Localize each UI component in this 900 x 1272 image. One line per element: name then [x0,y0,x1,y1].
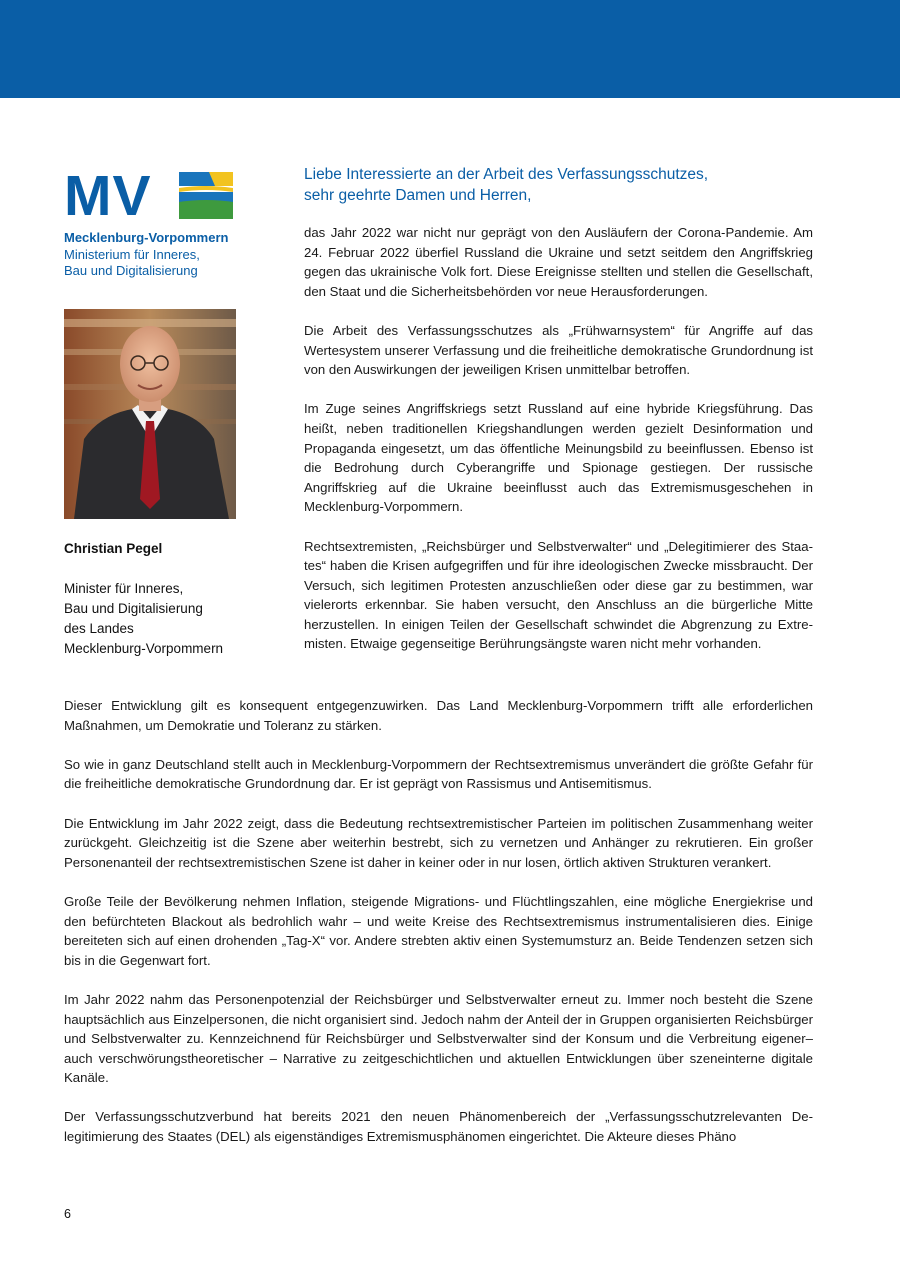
caption-line: Mecklenburg-Vorpommern [64,641,224,656]
paragraph: Große Teile der Bevölkerung nehmen Inflation, steigende Migrations- und Flüchtlingszahlen, eine mögliche Energiekrise und den befürchteten Blackout als bedrohlich wahr – und weite Kreise des Rechtsextremismus instrumentalisieren dies. Einige bereiteten sich auf einen drohenden „Tag-X“ vor. Andere strebten aktiv einen Systemumsturz an. Beide Tendenzen setzen sich bis in die Gegenwart fort. [64,893,813,968]
header-band [0,0,900,98]
greeting-line-2: sehr geehrte Damen und Herren, [304,186,532,204]
logo-ministry-line-1: Ministerium für Inneres, [64,246,200,262]
paragraph: Der Verfassungsschutzverbund hat bereits 2021 den neuen Phänomenbereich der „Verfassungsschutzrelevanten Delegitimierung des Staates (DEL) als eigenständiges Extremismusphänomen eingerichtet. Die Akteure dieses Phäno [64,1109,813,1145]
logo-ministry-line-2: Bau und Digitalisierung [64,263,198,278]
paragraph: das Jahr 2022 war nicht nur geprägt von den Ausläufern der Corona-Pandemie. Am 24. Februar 2022 überfiel Russland die Ukraine und setzt seitdem den Angriffskrieg gegen das ukrainische Volk fort. Diese Ereignisse stellten und stellen die Gesellschaft, den Staat und die Sicherheitsbehörden vor neue Herausforderungen. [304,225,813,299]
portrait-photo-icon [64,309,236,519]
logo-state-name: Mecklenburg-Vorpommern [64,230,229,245]
greeting [304,165,813,206]
caption-line: Bau und Digitalisierung [64,601,203,616]
greeting-line-1: Liebe Interessierte an der Arbeit des Verfassungsschutzes, [304,166,709,183]
portrait-caption [64,539,264,659]
paragraph: Die Entwicklung im Jahr 2022 zeigt, dass die Bedeutung rechtsextremistischer Parteien im politischen Zusammenhang weiter zurückgeht. Gleichzeitig ist die Szene aber weiterhin bestrebt, sich zu vernetzen und Anhänger zu rekrutieren. Ein großer Personenanteil der rechtsextremistischen Szene ist daher in keiner oder in nur losen, örtlich aktiven Strukturen verankert. [64,815,813,870]
paragraph: Im Jahr 2022 nahm das Personenpotenzial der Reichsbürger und Selbstverwalter erneut zu. Immer noch besteht die Szene hauptsächlich aus Einzelpersonen, die nicht organisiert sind. Jedoch nahm der Anteil der in Gruppen organisierten Reichsbürger und Selbstverwalter zu. Kennzeichnend für Reichsbürger und Selbstverwalter sind der Konsum und die Verbreitung eigener– auch verschwörungstheoretischer – Narrative zu zeitgeschichtlichen und aktuellen Entwicklungen über szeneinterne digitale Kanäle. [64,991,813,1086]
body-text [64,696,813,1166]
foreword-column [304,165,813,674]
minister-name: Christian Pegel [64,541,163,556]
logo-text [64,230,264,280]
minister-portrait [64,309,236,519]
logo-mv-mark: MV [64,164,152,228]
paragraph: Rechtsextremisten, „Reichsbürger und Selbstverwalter“ und „Delegitimierer des Staates“ haben die Krisen aufgegriffen und für ihre ideologischen Zwecke missbraucht. Der Versuch, sich legitimen Protesten anzuschließen oder diese gar zu bestimmen, war vielerorts erkennbar. Sie haben versucht, den Anschluss an die bürgerliche Mitte herzustellen. In einigen Teilen der Gesellschaft schwindet die Abgrenzung zu Extremisten. Etwaige gegenseitige Berührungsängste waren nicht mehr vorhanden. [304,538,813,652]
flag-icon [179,172,233,219]
caption-line: Minister für Inneres, [64,581,184,596]
caption-line: des Landes [64,621,134,636]
paragraph: So wie in ganz Deutschland stellt auch in Mecklenburg-Vorpommern der Rechtsextremismus unverändert die größte Gefahr für die freiheitliche demokratische Grundordnung dar. Er ist geprägt von Rassismus und Antisemitismus. [64,756,813,792]
paragraph: Die Arbeit des Verfassungsschutzes als „Frühwarnsystem“ für Angriffe auf das Wertesystem unserer Verfassung und die freiheitliche demokratische Grundordnung ist von den Auswirkungen der jeweiligen Krisen unmittelbar betroffen. [304,322,813,378]
page-number: 6 [64,1207,71,1221]
paragraph: Dieser Entwicklung gilt es konsequent entgegenzuwirken. Das Land Mecklenburg-Vorpommern trifft alle erforderlichen Maßnahmen, um Demokratie und Toleranz zu stärken. [64,698,813,733]
paragraph: Im Zuge seines Angriffskriegs setzt Russland auf eine hybride Kriegsführung. Das heißt, neben traditionellen Kriegshandlungen werden gezielt Desinformation und Propaganda eingesetzt, um das öffentliche Meinungsbild zu beeinflussen. Ebenso ist die Bedrohung durch Cyberangriffe und Spionage gestiegen. Der russische Angriffskrieg auf die Ukraine beeinflusst auch das Extremismusgeschehen in Mecklenburg-Vorpommern. [304,401,813,515]
